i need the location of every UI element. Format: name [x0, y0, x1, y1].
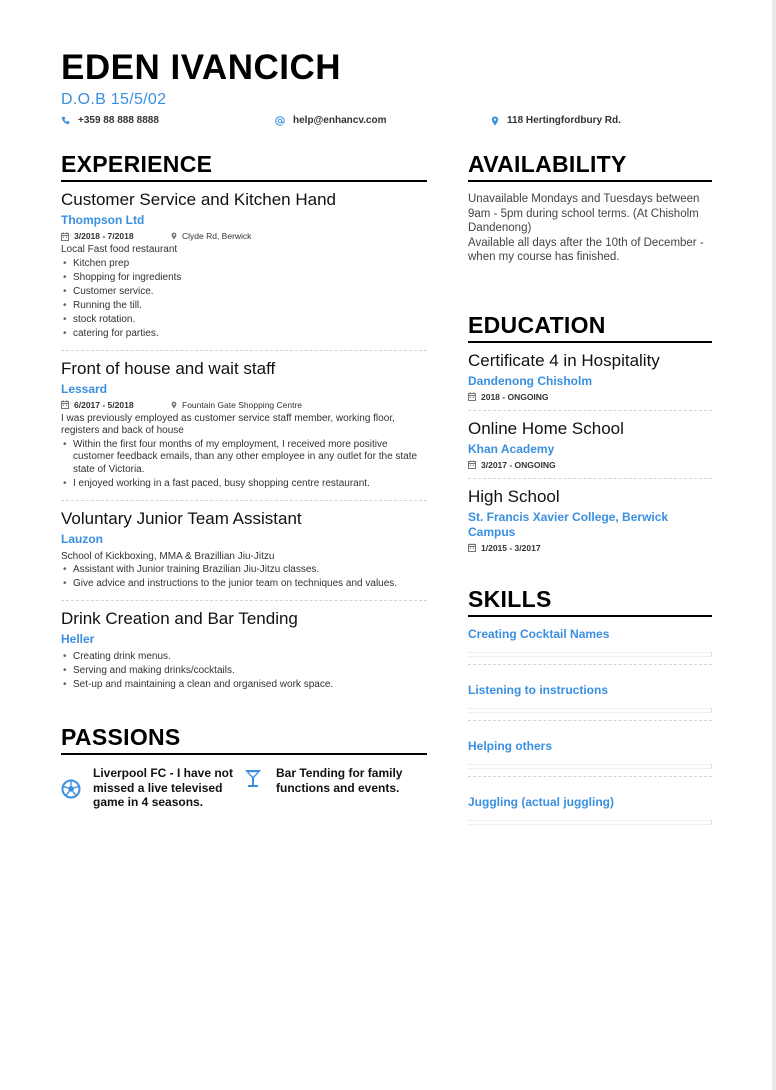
skill-bar — [468, 820, 712, 825]
company-name: Thompson Ltd — [61, 213, 145, 227]
skills-heading: SKILLS — [468, 587, 712, 617]
at-sign-icon — [275, 116, 285, 126]
school-name: Khan Academy — [468, 441, 555, 456]
calendar-icon — [468, 392, 476, 401]
date-of-birth: D.O.B 15/5/02 — [61, 91, 167, 108]
contact-row — [61, 115, 721, 133]
calendar-icon — [468, 460, 476, 469]
passion-text: Bar Tending for family functions and events. — [276, 766, 403, 795]
bullet-item: • Give advice and instructions to the junior team on techniques and values. — [61, 578, 427, 591]
job-dates: 3/2018 - 7/2018 — [61, 231, 171, 241]
location-pin-icon — [171, 401, 177, 409]
degree-title: High School — [468, 486, 560, 506]
school-name: St. Francis Xavier College, Berwick Campus — [468, 509, 669, 539]
soccer-ball-icon — [61, 766, 93, 810]
passions-heading: PASSIONS — [61, 725, 427, 755]
job-title: Voluntary Junior Team Assistant — [61, 508, 302, 528]
skill-bar — [468, 764, 712, 769]
bullet-item: • Running the till. — [61, 300, 427, 313]
education-dates: 2018 - ONGOING — [468, 392, 549, 402]
job-bullets — [61, 651, 427, 692]
passion-text: Liverpool FC - I have not missed a live televised game in 4 seasons. — [93, 766, 234, 809]
skill-bar — [468, 708, 712, 713]
bullet-item: • I enjoyed working in a fast paced, busy shopping centre restaurant. — [61, 478, 427, 491]
cocktail-glass-icon — [244, 766, 276, 810]
job-title: Customer Service and Kitchen Hand — [61, 190, 336, 209]
bullet-item: • Shopping for ingredients — [61, 272, 427, 285]
degree-title: Online Home School — [468, 418, 624, 438]
education-entry — [468, 479, 712, 561]
email-address: help@enhancv.com — [293, 115, 387, 126]
job-description: Local Fast food restaurant — [61, 244, 178, 255]
job-meta — [61, 399, 427, 411]
education-meta — [468, 542, 712, 554]
bullet-item: • stock rotation. — [61, 314, 427, 327]
right-column — [468, 152, 712, 841]
skill-bar — [468, 652, 712, 657]
job-title: Drink Creation and Bar Tending — [61, 609, 298, 628]
job-bullets — [61, 258, 427, 341]
bullet-item: • Within the first four months of my employment, I received more positive customer feedback emails, than any other employee in any outlet for the state state of Victoria. — [61, 439, 427, 477]
availability-line: Unavailable Mondays and Tuesdays between 9am - 5pm during school terms. (At Chisholm Dandenong) — [468, 193, 700, 234]
bullet-item: • Assistant with Junior training Brazilian Jiu-Jitzu classes. — [61, 564, 427, 577]
bullet-item: • catering for parties. — [61, 328, 427, 341]
skills-section — [468, 587, 712, 841]
calendar-icon — [61, 232, 69, 241]
education-meta — [468, 391, 712, 403]
skill-divider — [468, 720, 712, 721]
experience-entry — [61, 351, 427, 501]
degree-title: Certificate 4 in Hospitality — [468, 350, 660, 370]
availability-heading: AVAILABILITY — [468, 152, 712, 182]
job-bullets — [61, 439, 427, 491]
availability-line: Available all days after the 10th of December - when my course has finished. — [468, 236, 704, 263]
job-description: I was previously employed as customer service staff member, working floor, registers and back of house — [61, 412, 395, 436]
education-meta — [468, 459, 712, 471]
job-location: Clyde Rd, Berwick — [171, 231, 251, 241]
candidate-name: EDEN IVANCICH — [61, 48, 342, 87]
bullet-item: • Kitchen prep — [61, 258, 427, 271]
school-name: Dandenong Chisholm — [468, 373, 592, 388]
passions-section — [61, 725, 427, 810]
education-section — [468, 313, 712, 561]
contact-email[interactable] — [275, 115, 386, 126]
location-pin-icon — [171, 232, 177, 240]
contact-address — [491, 115, 621, 126]
page-edge — [772, 0, 776, 1090]
company-name: Heller — [61, 632, 95, 646]
job-bullets — [61, 564, 427, 591]
company-name: Lessard — [61, 381, 108, 396]
skill-item — [468, 673, 712, 729]
passions-list — [61, 766, 427, 810]
education-entry — [468, 343, 712, 411]
experience-entry — [61, 601, 427, 701]
job-location: Fountain Gate Shopping Centre — [171, 400, 302, 410]
address: 118 Hertingfordbury Rd. — [507, 115, 621, 126]
skill-name: Creating Cocktail Names — [468, 626, 610, 641]
availability-text — [468, 192, 712, 265]
passion-item — [244, 766, 427, 810]
company-name: Lauzon — [61, 531, 103, 546]
left-column — [61, 152, 427, 810]
job-description: School of Kickboxing, MMA & Brazillian Jiu-Jitzu — [61, 550, 275, 562]
bullet-item: • Creating drink menus. — [61, 651, 427, 664]
contact-phone[interactable] — [61, 115, 159, 126]
calendar-icon — [61, 400, 69, 409]
skill-name: Listening to instructions — [468, 682, 608, 697]
bullet-item: • Serving and making drinks/cocktails. — [61, 665, 427, 678]
resume-header — [61, 48, 721, 133]
skill-divider — [468, 776, 712, 777]
bullet-item: • Customer service. — [61, 286, 427, 299]
education-dates: 3/2017 - ONGOING — [468, 460, 556, 470]
job-meta — [61, 230, 427, 242]
phone-number: +359 88 888 8888 — [78, 115, 159, 126]
passion-item — [61, 766, 244, 810]
job-title: Front of house and wait staff — [61, 358, 276, 378]
phone-icon — [61, 116, 70, 125]
experience-entry — [61, 182, 427, 351]
location-pin-icon — [491, 116, 499, 126]
skill-divider — [468, 664, 712, 665]
skill-name: Helping others — [468, 738, 553, 753]
skill-item — [468, 617, 712, 673]
skill-item — [468, 729, 712, 785]
experience-heading: EXPERIENCE — [61, 152, 427, 182]
education-entry — [468, 411, 712, 479]
education-heading: EDUCATION — [468, 313, 712, 343]
skill-name: Juggling (actual juggling) — [468, 794, 614, 809]
experience-entry — [61, 501, 427, 602]
bullet-item: • Set-up and maintaining a clean and organised work space. — [61, 679, 427, 692]
skill-item — [468, 785, 712, 841]
calendar-icon — [468, 543, 476, 552]
education-dates: 1/2015 - 3/2017 — [468, 543, 541, 553]
job-dates: 6/2017 - 5/2018 — [61, 400, 171, 410]
